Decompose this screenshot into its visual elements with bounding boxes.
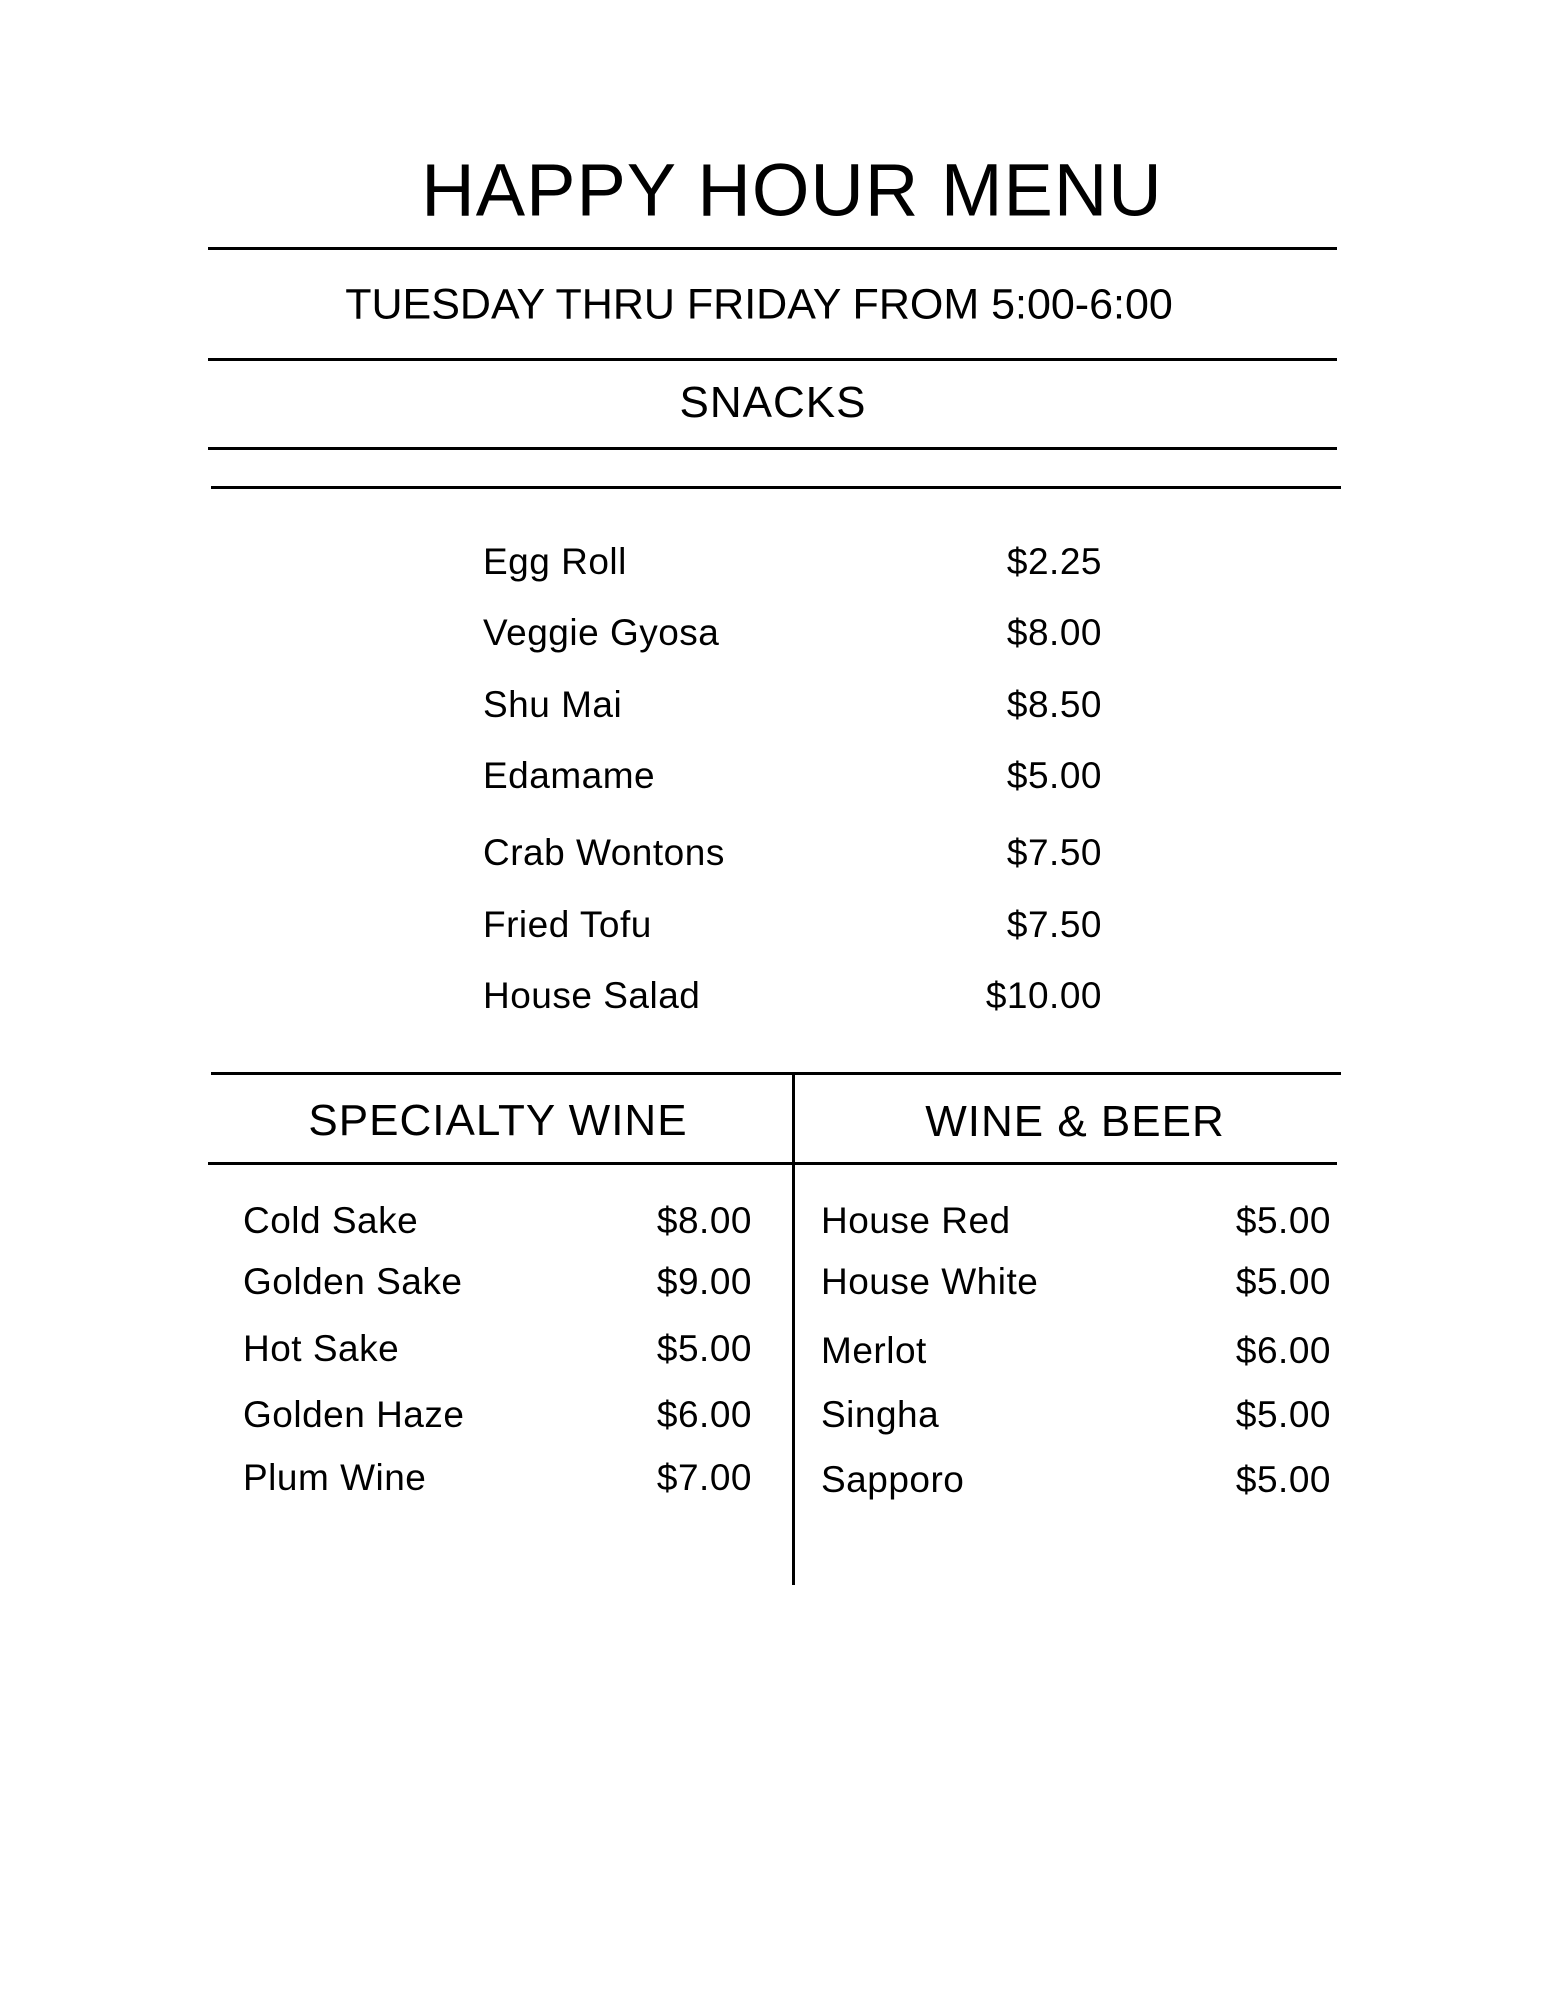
menu-item-price: $5.00 (1006, 755, 1102, 796)
divider (208, 1162, 1337, 1165)
menu-item-name: Sapporo (821, 1459, 965, 1500)
menu-item-price: $7.00 (656, 1457, 752, 1498)
menu-item-name: Golden Sake (243, 1261, 463, 1302)
divider (211, 1072, 1341, 1075)
menu-item-price: $5.00 (1235, 1394, 1331, 1435)
menu-item-price: $5.00 (1235, 1261, 1331, 1302)
divider (208, 247, 1337, 250)
menu-item-price: $10.00 (985, 975, 1102, 1016)
menu-item-name: Merlot (821, 1330, 927, 1371)
divider (208, 447, 1337, 450)
menu-item-name: Fried Tofu (483, 904, 652, 945)
menu-item-price: $7.50 (1006, 832, 1102, 873)
menu-item-name: House Red (821, 1200, 1011, 1241)
menu-item-name: Golden Haze (243, 1394, 465, 1435)
snacks-heading: SNACKS (679, 378, 867, 427)
menu-item-price: $6.00 (656, 1394, 752, 1435)
menu-item-name: House Salad (483, 975, 701, 1016)
menu-item-name: House White (821, 1261, 1039, 1302)
menu-item-price: $8.00 (1006, 612, 1102, 653)
menu-item-name: Edamame (483, 755, 656, 796)
menu-item-price: $9.00 (656, 1261, 752, 1302)
menu-item-name: Plum Wine (243, 1457, 427, 1498)
menu-item-name: Crab Wontons (483, 832, 725, 873)
menu-item-name: Singha (821, 1394, 940, 1435)
wine-beer-heading: WINE & BEER (925, 1097, 1225, 1146)
menu-item-name: Veggie Gyosa (483, 612, 720, 653)
specialty-wine-heading: SPECIALTY WINE (308, 1096, 688, 1145)
menu-item-price: $6.00 (1235, 1330, 1331, 1371)
divider (211, 486, 1341, 489)
menu-item-name: Cold Sake (243, 1200, 419, 1241)
schedule-text: TUESDAY THRU FRIDAY FROM 5:00-6:00 (345, 280, 1173, 329)
menu-item-price: $5.00 (1235, 1459, 1331, 1500)
menu-item-price: $8.50 (1006, 684, 1102, 725)
divider (208, 358, 1337, 361)
column-divider (792, 1073, 795, 1585)
menu-item-price: $2.25 (1006, 541, 1102, 582)
menu-item-price: $5.00 (1235, 1200, 1331, 1241)
menu-item-name: Shu Mai (483, 684, 623, 725)
menu-item-name: Hot Sake (243, 1328, 400, 1369)
menu-title: HAPPY HOUR MENU (421, 148, 1163, 232)
menu-item-price: $5.00 (656, 1328, 752, 1369)
menu-item-name: Egg Roll (483, 541, 627, 582)
menu-item-price: $7.50 (1006, 904, 1102, 945)
menu-item-price: $8.00 (656, 1200, 752, 1241)
